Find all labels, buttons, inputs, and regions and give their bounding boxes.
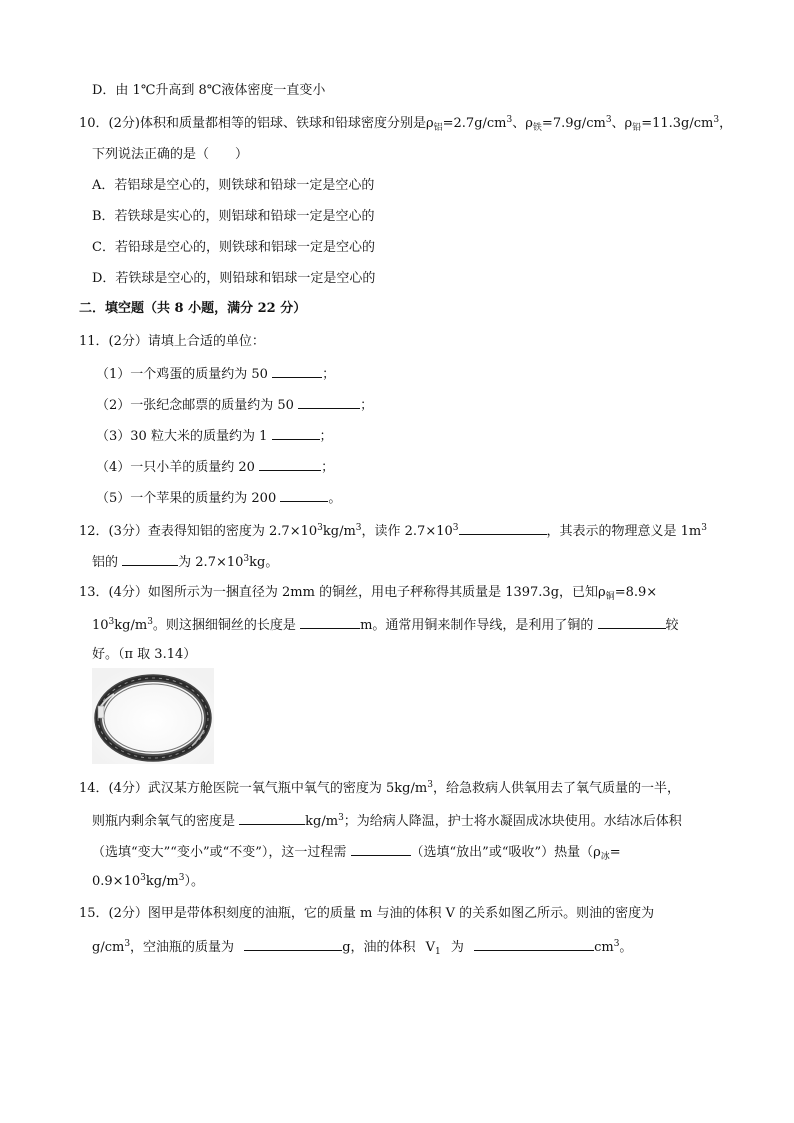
q11-item-3: （3）30 粒大米的质量约为 1 ；: [96, 426, 333, 446]
q12-stem-line2: 铝的 为 $2.7\times 10^3kg$。: [92, 554, 279, 570]
answer-blank[interactable]: [351, 842, 411, 856]
q12-stem: 12．(3分）查表得知铝的密度为 $2.7\times 10^3kg/m^3$，读作 $2.7\times 10^3$ ，其表示的物理意义是 $1m^3$: [79, 523, 707, 539]
answer-blank[interactable]: [474, 937, 594, 951]
q14-stem-line3: （选填“变大”“变小”或“不变”），这一过程需 （选填“放出”或“吸收”）热量（$\rho_冰=$: [92, 842, 621, 862]
q15-stem-line2: $g/cm^3$，空油瓶的质量为 g，油的体积 $V_1$ 为 $cm^3$。: [92, 939, 633, 957]
answer-blank[interactable]: [280, 488, 328, 502]
q11-stem: 11．(2分）请填上合适的单位：: [79, 334, 265, 349]
q11-item-1: （1）一个鸡蛋的质量约为 50 ；: [96, 364, 335, 384]
q13-stem-line3: 好。（π 取 3.14）: [92, 647, 197, 662]
q10-option-d: D．若铁球是空心的，则铅球和铝球一定是空心的: [92, 271, 376, 286]
q14-stem-line2: 则瓶内剩余氧气的密度是 $kg/m^3$；为给病人降温，护士将水凝固成冰块使用。水结冰后体积: [92, 813, 682, 829]
answer-blank[interactable]: [459, 521, 547, 535]
q10-option-a: A．若铝球是空心的，则铁球和铅球一定是空心的: [92, 178, 375, 193]
answer-blank[interactable]: [244, 937, 342, 951]
q10-stem-line2: 下列说法正确的是（ ）: [92, 147, 249, 162]
answer-blank[interactable]: [300, 615, 360, 629]
answer-blank[interactable]: [272, 426, 320, 440]
q10-stem: 10．(2分)体积和质量都相等的铝球、铁球和铅球密度分别是$\rho_铝=2.7g/cm^3$、$\rho_铁=7.9g/cm^3$、$\rho_铅=11.3g/cm^3$，: [79, 115, 733, 133]
q10-option-c: C．若铅球是空心的，则铁球和铝球一定是空心的: [92, 240, 375, 255]
q14-stem-line4: $0.9\times 10^3kg/m^3$）。: [92, 873, 204, 889]
q11-item-5: （5）一个苹果的质量约为 200 。: [96, 488, 341, 508]
copper-wire-coil-image: [92, 668, 214, 764]
q15-stem: 15．(2分）图甲是带体积刻度的油瓶，它的质量 m 与油的体积 V 的关系如图乙所示。则油的密度为: [79, 906, 655, 921]
answer-blank[interactable]: [272, 364, 322, 378]
q13-stem: 13．(4分）如图所示为一捆直径为 2mm 的铜丝，用电子秤称得其质量是 1397.3g，已知$\rho_铜=8.9\times$: [79, 585, 658, 602]
answer-blank[interactable]: [122, 552, 178, 566]
q11-item-4: （4）一只小羊的质量约 20 ；: [96, 457, 334, 477]
answer-blank[interactable]: [298, 395, 360, 409]
q14-stem: 14．(4分）武汉某方舱医院一氧气瓶中氧气的密度为 $5kg/m^3$，给急救病人供氧用去了氧气质量的一半，: [79, 780, 680, 796]
q11-item-2: （2）一张纪念邮票的质量约为 50 ；: [96, 395, 373, 415]
q10-option-b: B．若铁球是实心的，则铝球和铅球一定是空心的: [92, 209, 375, 224]
section-title: 二．填空题（共 8 小题，满分 22 分）: [79, 301, 307, 316]
q9-option-d: D．由 1℃升高到 8℃液体密度一直变小: [92, 83, 326, 98]
answer-blank[interactable]: [259, 457, 321, 471]
answer-blank[interactable]: [598, 615, 666, 629]
answer-blank[interactable]: [239, 811, 305, 825]
q13-stem-line2: $10^3kg/m^3$。则这捆细铜丝的长度是 m。通常用铜来制作导线，是利用了铜的 较: [92, 617, 679, 633]
